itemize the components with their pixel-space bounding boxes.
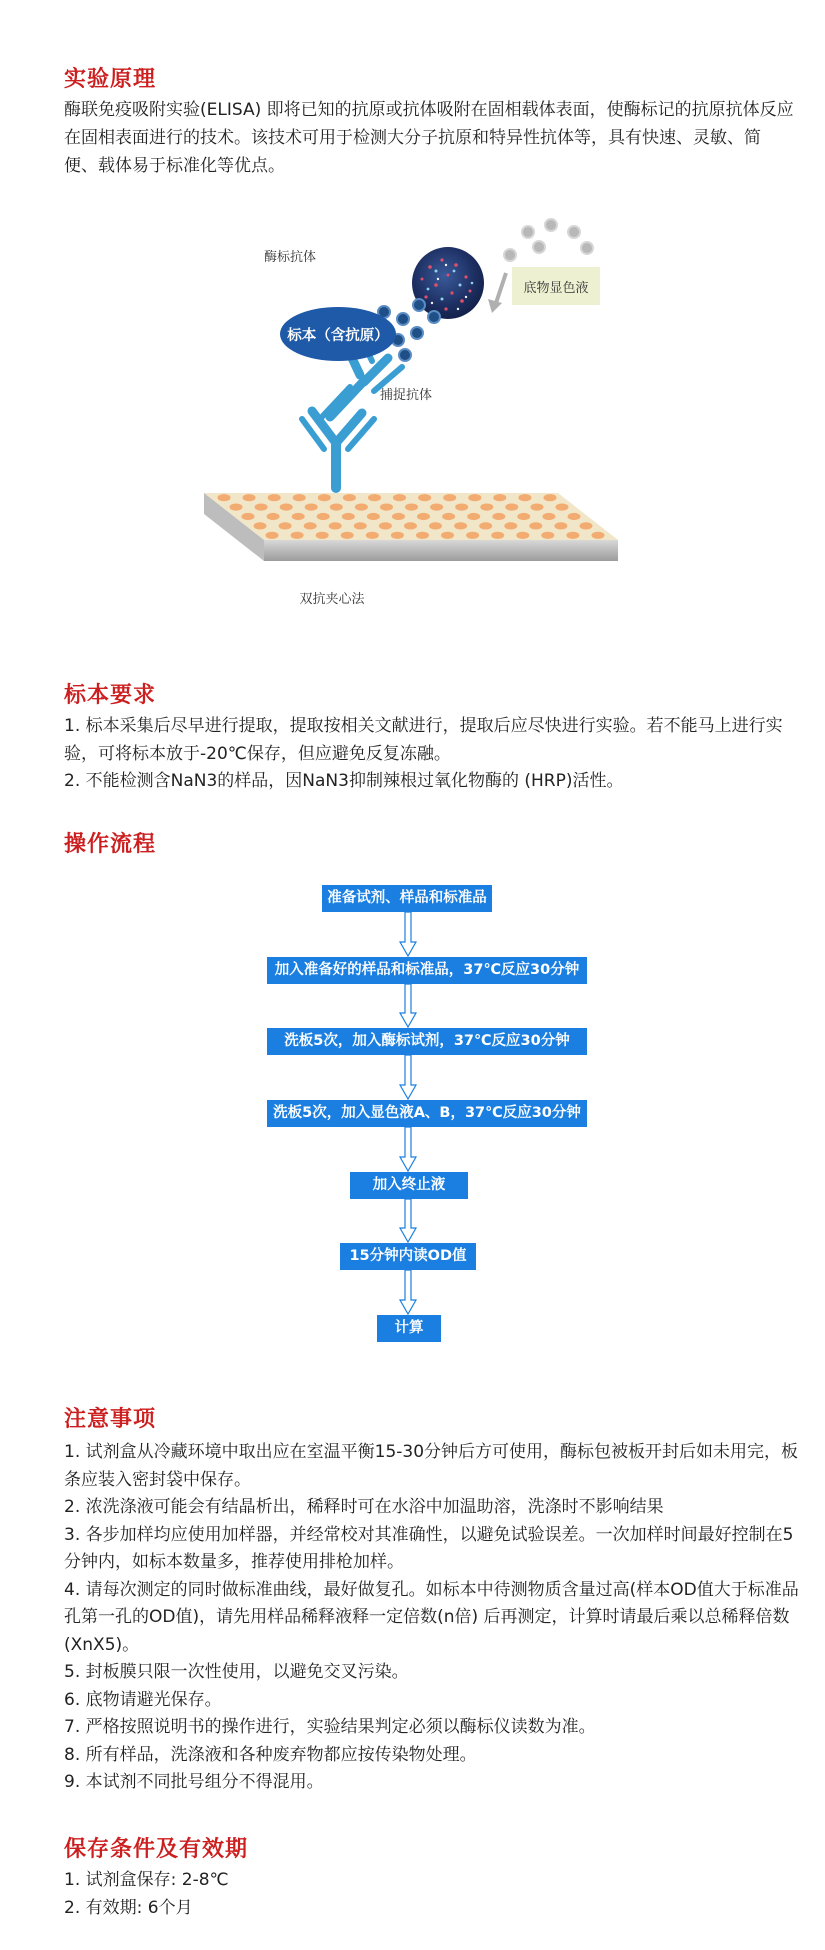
list-item: 7. 严格按照说明书的操作进行，实验结果判定必须以酶标仪读数为准。 <box>64 1717 596 1737</box>
plate-well <box>556 504 569 511</box>
plate-well <box>416 532 429 539</box>
plate-well <box>544 494 557 501</box>
plate-well <box>568 513 581 520</box>
plate-well <box>466 532 479 539</box>
section-title-storage: 保存条件及有效期 <box>64 1837 249 1862</box>
plate-well <box>392 513 405 520</box>
substrate-dots-grey <box>504 219 593 261</box>
enzyme-antibody-label: 酶标抗体 <box>264 250 317 265</box>
plate-well <box>255 504 268 511</box>
reaction-arrow-icon <box>496 273 506 303</box>
plate-well <box>517 513 530 520</box>
flow-step: 洗板5次，加入显色液A、B，37℃反应30分钟 <box>267 1100 587 1127</box>
plate-well <box>279 522 292 529</box>
storage-list <box>64 1867 799 1922</box>
plate-well <box>504 522 517 529</box>
plate-well <box>430 504 443 511</box>
plate-well <box>479 522 492 529</box>
plate-well <box>480 504 493 511</box>
flow-step: 加入准备好的样品和标准品，37℃反应30分钟 <box>267 957 587 984</box>
plate-well <box>329 522 342 529</box>
sample-label: 标本（含抗原） <box>287 328 389 344</box>
plate-well <box>443 494 456 501</box>
plate-well <box>530 504 543 511</box>
flow-arrow-icon <box>398 912 418 957</box>
list-item: 2. 有效期: 6个月 <box>64 1897 193 1918</box>
list-item: 1. 标本采集后尽早进行提取，提取按相关文献进行，提取后应尽快进行实验。若不能马上进行实验，可将标本放于-20℃保存，但应避免反复冻融。 <box>64 716 783 764</box>
list-item: 6. 底物请避光保存。 <box>64 1689 222 1710</box>
plate-well <box>441 532 454 539</box>
plate-well <box>218 494 231 501</box>
microplate <box>204 493 618 561</box>
list-item: 2. 浓洗涤液可能会有结晶析出，稀释时可在水浴中加温助溶，洗涤时不影响结果 <box>64 1497 664 1517</box>
flow-step: 准备试剂、样品和标准品 <box>322 885 492 912</box>
section-title-requirements: 标本要求 <box>64 683 157 708</box>
plate-well <box>580 522 593 529</box>
plate-well <box>566 532 579 539</box>
plate-well <box>454 522 467 529</box>
plate-well <box>391 532 404 539</box>
plate-well <box>366 532 379 539</box>
plate-well <box>305 504 318 511</box>
flow-step: 洗板5次，加入酶标试剂，37℃反应30分钟 <box>267 1028 587 1055</box>
plate-well <box>542 513 555 520</box>
flow-step: 15分钟内读OD值 <box>340 1243 476 1270</box>
plate-well <box>518 494 531 501</box>
plate-well <box>379 522 392 529</box>
plate-well <box>342 513 355 520</box>
plate-well <box>230 504 243 511</box>
plate-well <box>341 532 354 539</box>
plate-well <box>330 504 343 511</box>
plate-well <box>492 513 505 520</box>
plate-well <box>491 532 504 539</box>
notes-list <box>64 1439 799 1797</box>
plate-well <box>429 522 442 529</box>
plate-well <box>493 494 506 501</box>
plate-well <box>468 494 481 501</box>
flow-arrow-icon <box>398 984 418 1028</box>
flow-arrow-icon <box>398 1270 418 1315</box>
plate-well <box>368 494 381 501</box>
plate-well <box>343 494 356 501</box>
list-item: 1. 试剂盒保存: 2-8℃ <box>64 1870 229 1890</box>
plate-well <box>318 494 331 501</box>
section-title-principle: 实验原理 <box>64 67 157 92</box>
plate-well <box>292 513 305 520</box>
list-item: 2. 不能检测含NaN3的样品，因NaN3抑制辣根过氧化物酶的 (HRP)活性。 <box>64 771 624 791</box>
plate-well <box>317 513 330 520</box>
section-title-procedure: 操作流程 <box>64 832 157 857</box>
capture-antibody <box>302 411 374 488</box>
plate-well <box>405 504 418 511</box>
plate-well <box>267 513 280 520</box>
plate-well <box>417 513 430 520</box>
plate-well <box>268 494 281 501</box>
flow-arrow-icon <box>398 1127 418 1172</box>
list-item: 1. 试剂盒从冷藏环境中取出应在室温平衡15-30分钟后方可使用，酶标包被板开封后如未用完，板条应装入密封袋中保存。 <box>64 1442 799 1490</box>
flow-step: 计算 <box>377 1315 441 1342</box>
plate-well <box>554 522 567 529</box>
plate-well <box>380 504 393 511</box>
list-item: 5. 封板膜只限一次性使用，以避免交叉污染。 <box>64 1662 409 1682</box>
list-item: 9. 本试剂不同批号组分不得混用。 <box>64 1772 324 1792</box>
requirements-list <box>64 713 799 796</box>
diagram-caption: 双抗夹心法 <box>299 592 365 607</box>
plate-well <box>516 532 529 539</box>
plate-well <box>467 513 480 520</box>
plate-well <box>354 522 367 529</box>
plate-well <box>442 513 455 520</box>
plate-well <box>266 532 279 539</box>
plate-well <box>254 522 267 529</box>
plate-well <box>243 494 256 501</box>
sandwich-elisa-diagram <box>190 205 650 615</box>
plate-well <box>418 494 431 501</box>
list-item: 8. 所有样品，洗涤液和各种废弃物都应按传染物处理。 <box>64 1744 477 1765</box>
plate-well <box>242 513 255 520</box>
plate-well <box>404 522 417 529</box>
plate-well <box>592 532 605 539</box>
plate-well <box>367 513 380 520</box>
plate-well <box>393 494 406 501</box>
plate-well <box>355 504 368 511</box>
plate-well <box>541 532 554 539</box>
plate-well <box>293 494 306 501</box>
plate-well <box>291 532 304 539</box>
plate-well <box>316 532 329 539</box>
list-item: 4. 请每次测定的同时做标准曲线，最好做复孔。如标本中待测物质含量过高(样本OD值大于标准品孔第一孔的OD值)，请先用样品稀释液释一定倍数(n倍) 后再测定，计算时请最后乘以总稀释倍数 (XnX5)。 <box>64 1579 799 1655</box>
plate-well <box>505 504 518 511</box>
flow-arrow-icon <box>398 1199 418 1243</box>
plate-well <box>455 504 468 511</box>
plate-well <box>529 522 542 529</box>
flow-step: 加入终止液 <box>350 1172 468 1199</box>
capture-antibody-label: 捕捉抗体 <box>380 388 433 403</box>
flow-arrow-icon <box>398 1055 418 1100</box>
principle-text: 酶联免疫吸附实验(ELISA) 即将已知的抗原或抗体吸附在固相载体表面，使酶标记的抗原抗体反应在固相表面进行的技术。该技术可用于检测大分子抗原和特异性抗体等，具有快速、灵敏、简便、载体易于标准化等优点。 <box>64 100 794 176</box>
plate-well <box>304 522 317 529</box>
section-title-notes: 注意事项 <box>64 1407 157 1432</box>
list-item: 3. 各步加样均应使用加样器，并经常校对其准确性，以避免试验误差。一次加样时间最好控制在5分钟内，如标本数量多，推荐使用排枪加样。 <box>64 1524 794 1572</box>
plate-well <box>280 504 293 511</box>
substrate-label: 底物显色液 <box>523 281 589 296</box>
